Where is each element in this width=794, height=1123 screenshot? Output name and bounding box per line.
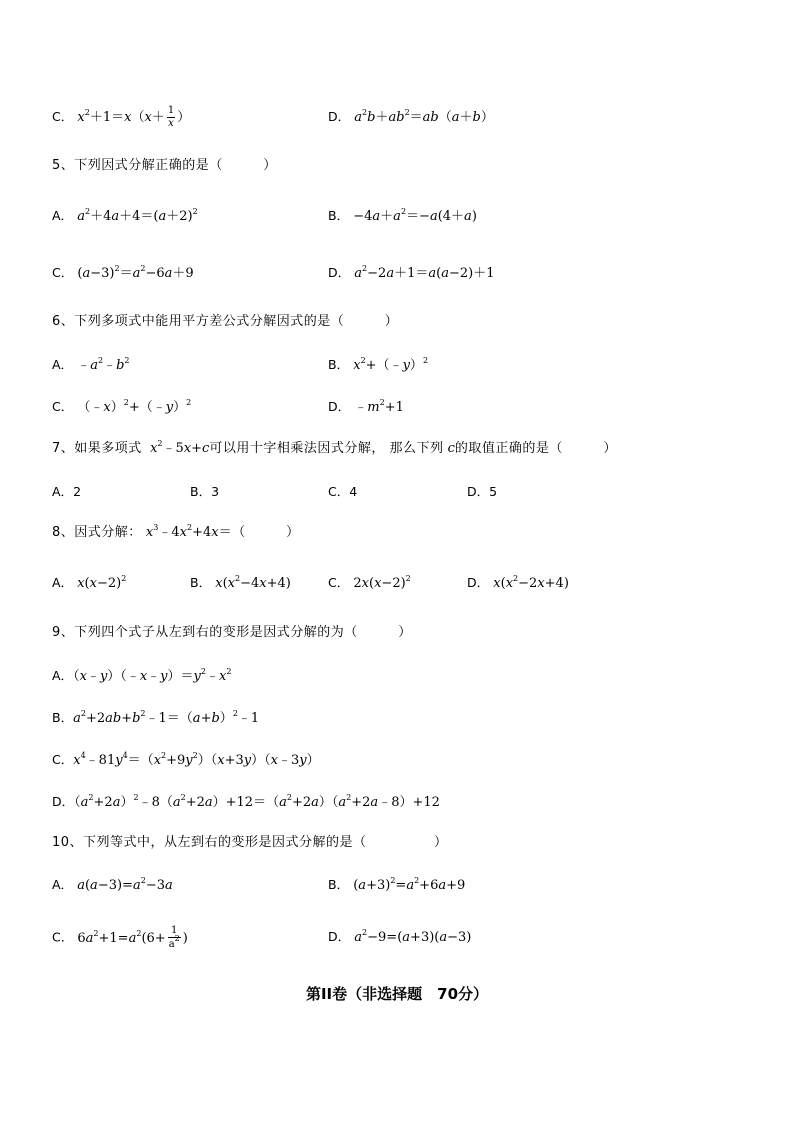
q10-option-a[interactable] [52, 874, 173, 897]
q5-option-c[interactable] [52, 262, 194, 285]
q9-c-expression: $x^4﹣81y^4=(x^2+9y^2)(x+3y)(x﹣3y)$ [73, 751, 320, 768]
q8-option-d[interactable] [467, 572, 569, 595]
option-label: D． [328, 109, 351, 124]
q5-option-d[interactable] [328, 262, 494, 285]
option-label: D． [328, 929, 351, 944]
q9-stem [0, 622, 794, 644]
option-label: B． [190, 484, 212, 499]
option-label: D． [328, 265, 351, 280]
q8-d-expression: $x(x^2-2x+4)$ [493, 574, 569, 591]
q10-options-cd [0, 926, 794, 948]
q5-b-expression: $-4a+a^2=-a(4+a)$ [353, 207, 477, 224]
option-label: C． [52, 752, 74, 767]
q6-stem [0, 311, 794, 333]
q5-c-expression: $(a-3)^2=a^2-6a+9$ [77, 264, 194, 281]
option-text: 5 [489, 484, 498, 499]
q9-b-expression: $a^2+2ab+b^2﹣1=(a+b)^2﹣1$ [73, 709, 260, 726]
q5-options-ab [0, 205, 794, 227]
option-label: B． [52, 710, 74, 725]
q8-a-expression: $x(x-2)^2$ [77, 574, 127, 591]
q4-c-expression: $x^2+1=x(x+$ $\frac{1}{x}$ ） [77, 105, 191, 129]
option-label: D． [328, 399, 351, 414]
q7-stem [0, 438, 794, 460]
option-label: A． [52, 357, 74, 372]
option-label: C． [52, 109, 74, 124]
option-label: C． [328, 484, 350, 499]
q8-stem [0, 522, 794, 544]
q7-stem-suffix: 的取值正确的是（ ） [454, 441, 617, 456]
option-label: A． [52, 484, 74, 499]
q6-option-c[interactable] [52, 396, 191, 419]
q9-option-d[interactable] [0, 791, 794, 813]
q8-b-expression: $x(x^2-4x+4)$ [215, 574, 291, 591]
question-text: 9、下列四个式子从左到右的变形是因式分解的为（ ） [52, 625, 412, 640]
q6-option-a[interactable] [52, 354, 130, 377]
option-label: C． [328, 575, 350, 590]
question-text: 5、下列因式分解正确的是（ ） [52, 158, 277, 173]
question-text [52, 522, 300, 544]
question-text [52, 438, 617, 460]
q8-stem-suffix: ＝（ ） [218, 525, 300, 540]
q10-b-expression: $(a+3)^2=a^2+6a+9$ [353, 876, 466, 893]
option-text: 2 [73, 484, 82, 499]
q5-options-cd [0, 262, 794, 284]
q9-option-a[interactable] [0, 665, 794, 687]
q6-d-expression: $﹣m^2+1$ [354, 398, 404, 415]
section-heading: 第II卷（非选择题 70分） [305, 985, 489, 1003]
q7-stem-mid: 可以用十字相乘法因式分解， 那么下列 [209, 441, 444, 456]
option-label: A． [52, 575, 74, 590]
option-label: B． [190, 575, 212, 590]
q5-d-expression: $a^2-2a+1=a(a-2)+1$ [354, 264, 495, 281]
option-content [52, 791, 440, 814]
option-label: A． [52, 208, 74, 223]
option-text: 3 [211, 484, 220, 499]
q8-expression: $x^3﹣4x^2+4x$ [145, 523, 219, 540]
q8-option-b[interactable] [190, 572, 291, 595]
q6-a-expression: $﹣a^2﹣b^2$ [77, 356, 130, 373]
q10-c-expression: $6a^2+1=a^2(6+$ $\frac{1}{a^2}$ ) [77, 925, 188, 950]
q8-stem-prefix: 8、因式分解： [52, 525, 142, 540]
option-label: D． [52, 794, 75, 809]
q7-option-b[interactable] [190, 481, 219, 504]
q7-stem-prefix: 7、如果多项式 [52, 441, 142, 456]
q7-option-d[interactable] [467, 481, 497, 504]
option-text: 4 [349, 484, 358, 499]
q6-option-d[interactable] [328, 396, 404, 419]
option-label: C． [52, 399, 74, 414]
option-label: B． [328, 877, 350, 892]
q9-option-c[interactable] [0, 749, 794, 771]
q6-option-b[interactable] [328, 354, 428, 377]
option-label: C． [52, 265, 74, 280]
q4-options-cd [0, 106, 794, 128]
q5-option-a[interactable] [52, 205, 198, 228]
option-label: D． [467, 484, 490, 499]
option-content [52, 665, 231, 688]
q7-options [0, 481, 794, 503]
question-text: 10、下列等式中，从左到右的变形是因式分解的是（ ） [52, 835, 448, 850]
option-label: A． [52, 668, 74, 683]
q7-var: c [447, 441, 455, 456]
q5-stem [0, 155, 794, 177]
q8-option-c[interactable] [328, 572, 411, 595]
option-label: D． [467, 575, 490, 590]
q4-option-c[interactable] [52, 106, 190, 129]
q8-options [0, 572, 794, 594]
q9-d-expression: $(a^2+2a)^2﹣8(a^2+2a)+12=(a^2+2a)(a^2+2a﹣8)+12$ [74, 793, 440, 810]
q7-option-c[interactable] [328, 481, 357, 504]
q8-option-a[interactable] [52, 572, 126, 595]
option-label: A． [52, 877, 74, 892]
q6-options-cd [0, 396, 794, 418]
q8-c-expression: $2x(x-2)^2$ [353, 574, 411, 591]
q10-a-expression: $a(a-3)=a^2-3a$ [77, 876, 173, 893]
q9-option-b[interactable] [0, 707, 794, 729]
q5-a-expression: $a^2+4a+4=(a+2)^2$ [77, 207, 198, 224]
q6-b-expression: $x^2+(﹣y)^2$ [353, 356, 429, 373]
q10-options-ab [0, 874, 794, 896]
q10-stem [0, 832, 794, 854]
q10-option-b[interactable] [328, 874, 465, 897]
q9-a-expression: $(x﹣y)(﹣x﹣y)=y^2﹣x^2$ [73, 667, 232, 684]
q10-d-expression: $a^2-9=(a+3)(a-3)$ [354, 928, 472, 945]
q5-option-b[interactable] [328, 205, 477, 228]
q7-polynomial: $x^2﹣5x+c$ [150, 439, 210, 456]
q6-options-ab [0, 354, 794, 376]
q7-option-a[interactable] [52, 481, 81, 504]
q4-option-d[interactable] [328, 106, 494, 129]
option-label: C． [52, 929, 74, 945]
option-label: B． [328, 357, 350, 372]
option-label: B． [328, 208, 350, 223]
q10-option-c[interactable] [52, 926, 188, 950]
q4-d-expression: $a^2b+ab^2=ab(a+b)$ [354, 108, 494, 125]
q6-c-expression: （﹣x）$^2$+（﹣y）$^2$ [77, 398, 192, 415]
option-content [52, 707, 259, 730]
question-text: 6、下列多项式中能用平方差公式分解因式的是（ ） [52, 314, 399, 329]
option-content [52, 749, 320, 772]
q10-option-d[interactable] [328, 926, 471, 949]
